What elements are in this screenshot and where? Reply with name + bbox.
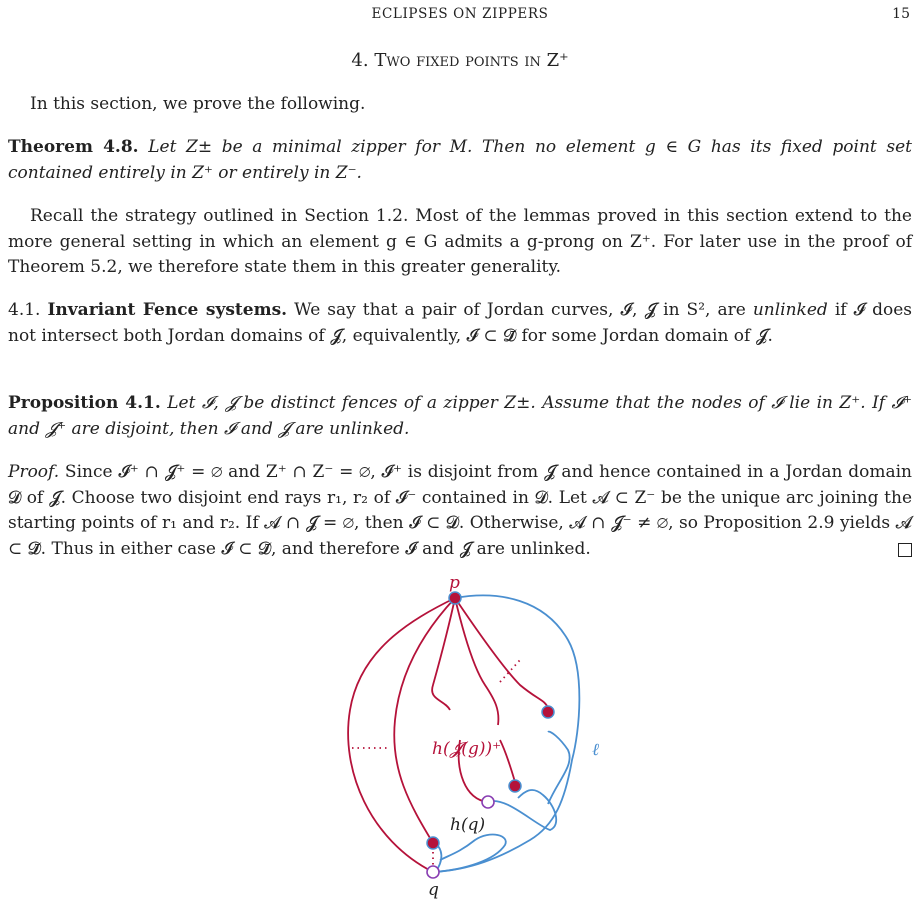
label-ell: ℓ: [592, 740, 600, 760]
proposition-text: Let 𝓘, 𝓙 be distinct fences of a zipper Z±. Assume that the nodes of 𝓘 lie in Z⁺. If 𝓘⁺ and 𝓙⁺ are disjoint, then 𝓘 and 𝓙 are unlinked.: [8, 393, 912, 439]
proof-label: Proof.: [8, 462, 60, 482]
theorem-text: Let Z± be a minimal zipper for M. Then no element g ∈ G has its fixed point set contained entirely in Z⁺ or entirely in Z⁻.: [8, 137, 913, 183]
red-arc-1: [348, 598, 455, 872]
fence-figure: [300, 573, 630, 900]
running-head: [0, 6, 920, 30]
page-number: 15: [892, 6, 910, 22]
subsection-text-before: We say that a pair of Jordan curves, 𝓘, 𝓙 in S², are: [294, 300, 746, 320]
blue-branch-2: [488, 790, 556, 830]
node-right-1: [542, 706, 554, 718]
node-hq: [427, 837, 439, 849]
section-number: 4.: [351, 50, 369, 71]
label-q: q: [428, 880, 439, 900]
proof-text: Since 𝓘⁺ ∩ 𝓙⁺ = ∅ and Z⁺ ∩ Z⁻ = ∅, 𝓘⁺ is disjoint from 𝓙 and hence contained in a Jordan domain 𝓓 of 𝓙. Choose two disjoint end rays r₁, r₂ of 𝓘⁻ contained in 𝓓. Let 𝓐 ⊂ Z⁻ be the unique arc joining the starting points of r₁ and r₂. If 𝓐 ∩ 𝓙 = ∅, then 𝓘 ⊂ 𝓓. Otherwise, 𝓐 ∩ 𝓙⁻ ≠ ∅, so Proposition 2.9 yields 𝓐 ⊂ 𝓓̄. Thus in either case 𝓘 ⊂ 𝓓̄, and therefore 𝓘 and 𝓙 are unlinked.: [8, 462, 912, 559]
label-p: p: [449, 573, 460, 593]
section-title-text: Two fixed points in Z⁺: [374, 50, 569, 71]
strategy-paragraph: Recall the strategy outlined in Section 1.2. Most of the lemmas proved in this section extend to the more general setting in which an element g ∈ G admits a g-prong on Z⁺. For later use in the proof of Theorem 5.2, we therefore state them in this greater generality.: [8, 206, 912, 277]
blue-branch-1: [433, 835, 506, 872]
subsection-title: Invariant Fence systems.: [47, 300, 288, 320]
red-arc-3: [432, 598, 455, 710]
theorem-block: [8, 135, 912, 186]
blue-branch-3: [548, 732, 570, 804]
proof-block: [8, 460, 912, 562]
label-hJg: h(𝓙(g))⁺: [432, 739, 502, 759]
fence-diagram: [300, 573, 630, 900]
node-open-middle: [482, 796, 494, 808]
dotted-top-right: [500, 660, 520, 682]
node-p: [449, 592, 461, 604]
subsection-block: [8, 298, 912, 349]
red-arc-6: [500, 740, 515, 782]
subsection-term: unlinked: [752, 300, 828, 320]
red-arc-5: [455, 598, 548, 708]
section-title: [0, 50, 920, 71]
qed-box-icon: [898, 543, 912, 557]
node-right-2: [509, 780, 521, 792]
subsection-number: 4.1.: [8, 300, 41, 320]
subsection-text-after: if 𝓘 does not intersect both Jordan domains of 𝓙, equivalently, 𝓘 ⊂ 𝓓̄ for some Jordan domain of 𝓙.: [8, 300, 912, 346]
proposition-block: [8, 391, 912, 442]
node-q: [427, 866, 439, 878]
theorem-label: Theorem 4.8.: [8, 137, 139, 157]
proposition-label: Proposition 4.1.: [8, 393, 161, 413]
label-hq: h(q): [450, 815, 486, 835]
red-arc-4: [455, 598, 498, 725]
running-title: ECLIPSES ON ZIPPERS: [371, 6, 549, 22]
intro-paragraph: In this section, we prove the following.: [30, 94, 366, 114]
